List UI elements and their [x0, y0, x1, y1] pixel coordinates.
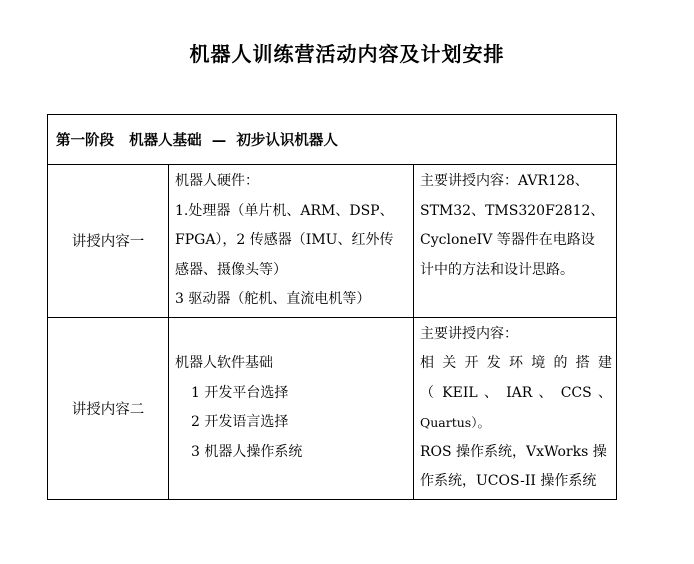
stage-label: 第一阶段 [56, 132, 114, 149]
note-cell [414, 165, 617, 318]
note-line: Quartus）。 [420, 415, 490, 430]
stage-subtitle: 初步认识机器人 [236, 132, 338, 149]
stage-separator: — [211, 132, 227, 149]
note-line: 主要讲授内容：AVR128、 [420, 173, 589, 189]
content-line: 机器人硬件： [175, 173, 259, 189]
stage-row [48, 115, 617, 165]
content-line: 2 开发语言选择 [191, 414, 289, 430]
content-line: 3 机器人操作系统 [191, 443, 303, 460]
row-label: 讲授内容二 [48, 317, 169, 499]
content-cell [169, 165, 414, 318]
document-title: 机器人训练营活动内容及计划安排 [189, 42, 505, 66]
content-line: FPGA），2 传感器（IMU、红外传 [175, 232, 394, 248]
stage-header-cell [48, 115, 617, 165]
table-row [48, 165, 617, 318]
note-line: CycloneIV 等器件在电路设 [420, 232, 595, 248]
content-line: 机器人软件基础 [175, 355, 273, 371]
content-line: 1 开发平台选择 [191, 384, 289, 401]
note-line: 相 关 开 发 环 境 的 搭 建 [420, 355, 613, 371]
note-line: STM32、TMS320F2812、 [420, 202, 605, 219]
content-line: 感器、摄像头等） [175, 261, 287, 278]
note-line: 计中的方法和设计思路。 [420, 261, 574, 278]
note-line: ROS 操作系统，VxWorks 操 [420, 443, 607, 460]
plan-table [47, 114, 617, 500]
table-row [48, 317, 617, 499]
stage-name: 机器人基础 [129, 132, 202, 149]
note-line: （ KEIL 、 IAR 、 CCS 、 [420, 384, 613, 401]
content-line: 1.处理器（单片机、ARM、DSP、 [175, 202, 394, 219]
note-line: 作系统，UCOS-II 操作系统 [420, 473, 597, 489]
content-cell [169, 317, 414, 499]
row-label: 讲授内容一 [48, 165, 169, 318]
note-cell [414, 317, 617, 499]
content-line: 3 驱动器（舵机、直流电机等） [175, 291, 371, 307]
note-line: 主要讲授内容： [420, 325, 518, 342]
